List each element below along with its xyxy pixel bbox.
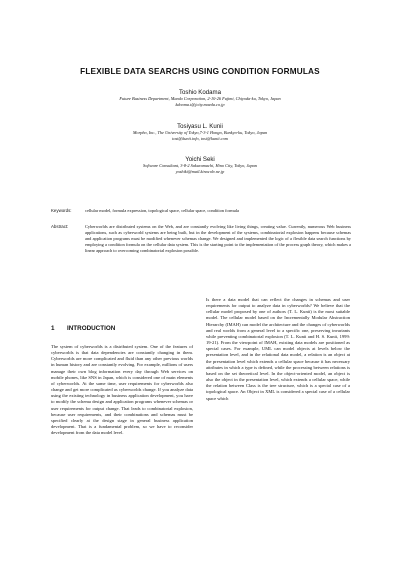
author-name: Yoichi Seki <box>185 156 215 163</box>
section-heading <box>51 325 115 332</box>
author-affiliation: Software Consultant, 3-8-2 Sakuramachi, Hino City, Tokyo, Japan <box>143 163 257 169</box>
body-paragraph: Is there a data model that can reflect the changes in schemas and user requirements for output to analyze data in cyberworlds? We believe that the cellular model proposed by one of authors (T. L. Kunii) is the most suitable model. The cellular model based on the Incrementally Modular Abstraction Hierarchy (IMAH) can model the architecture and the changes of cyberworlds and real worlds from a general level to a specific one, preserving invariants while preventing combinatorial explosion (T. L. Kunii and H. S. Kunii, 1999: 19-21). From the viewpoint of IMAH, existing data models are positioned as special cases. For example, UML can model objects at levels below the presentation level, and in the relational data model, a relation is an object at the presentation level which extends a cellular space because it has necessary attributes in which a type is defined, while the processing between relations is based on the set theoretical level. In the object-oriented model, an object is also the object in the presentation level, which extends a cellular space, while the relation between Class is the tree structure, which is a special case of a topological space. An Object in XML is considered a special case of a cellular space which <box>206 297 350 401</box>
author-email: kdooma.t@jcity.maeda.co.jp <box>175 102 225 108</box>
body-column-left <box>51 344 193 436</box>
author-block-3 <box>0 157 400 176</box>
author-email: tosi@kunii.info, tosi@kunii.com <box>172 136 228 142</box>
author-name: Toshio Kodama <box>178 89 221 96</box>
author-block-2 <box>0 124 400 143</box>
author-name: Tosiyasu L. Kunii <box>177 123 223 130</box>
paper-title: FLEXIBLE DATA SEARCHS USING CONDITION FORMULAS <box>80 67 320 76</box>
author-email: yoshiki@mail.kinocolv.ne.jp <box>175 169 225 175</box>
body-column-right <box>206 297 350 402</box>
body-paragraph: The system of cyberworlds is a distributed system. One of the features of cyberworlds is that data dependencies are constantly changing in them. Cyberworlds are more complicated and fluid than any other previous worlds in human history and are constantly evolving. For example, millions of users manage their own blog information every day through Web services on mobile phones, like SNS in Japan, which is considered one of main elements of cyberworlds. At the same time, user requirements for cyberworlds also change and get more complicated as cyberworlds change. If you analyze data using the existing technology in business application development, you have to modify the schema design and application programs whenever schemas or user requirements for output change. That leads to combinatorial explosion, because user requirements, and their combinations and schemas must be specified clearly at the design stage in general business application development. That is a fundamental problem, so we have to reconsider development from the data model level. <box>51 344 193 436</box>
abstract-label: Abstract: <box>51 224 69 229</box>
section-title: INTRODUCTION <box>67 325 116 332</box>
author-affiliation: Morpho, Inc., The University of Tokyo,7-3-1 Hongo, Bunkyo-ku, Tokyo, Japan <box>132 130 268 136</box>
abstract-text: Cyberworlds are distributed systems on the Web, and are constantly evolving like living things, creating value. Currently, numerous Web business applications, such as cyberworld systems are being built, but in the development of the systems, combinatorial explosion happens because schemas and application programs must be modified whenever schemas change. We designed and implemented the logic of a flexible data search functions by employing a condition formula on the cellular data system. This is the starting point to the implementation of the process graph theory, which makes a linear approach to overcoming combinatorial explosion possible. <box>85 224 351 254</box>
keywords-text: cellular model, formula expression, topological space, cellular space, condition formula <box>85 208 239 213</box>
author-block-1 <box>0 90 400 109</box>
section-number: 1 <box>51 325 55 332</box>
keywords-label: Keywords: <box>51 208 72 213</box>
author-affiliation: Future Business Department, Maeda Corporation, 2-10-26 Fujimi, Chiyoda-ku, Tokyo, Japan <box>119 96 281 102</box>
